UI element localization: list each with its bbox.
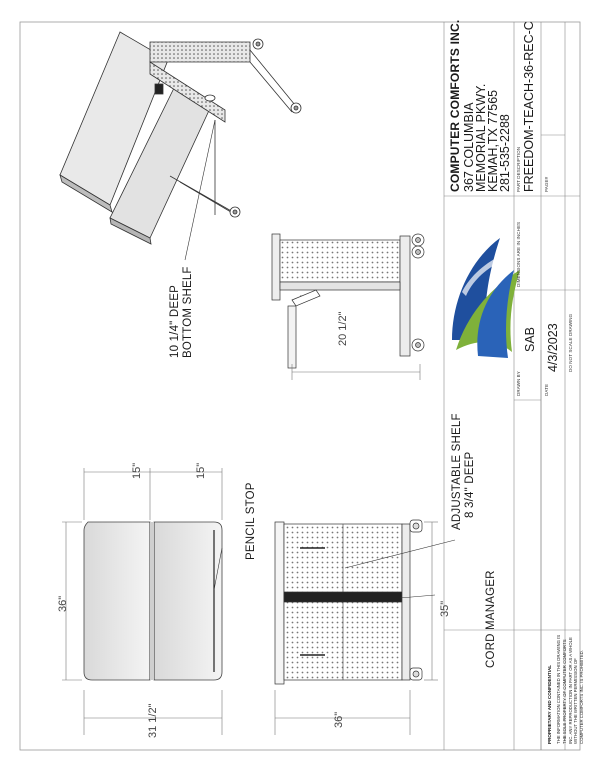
drawn-by-value: SAB bbox=[523, 326, 537, 352]
isometric-view bbox=[60, 32, 301, 244]
top-view bbox=[84, 522, 222, 680]
proprietary-text: THE INFORMATION CONTAINED IN THIS DRAWING IS THE SOLE PROPERTY OF COMPUTER COMFORTS INC. ANY REPRODUCTION IN PART OR AS A WHOLE WITHOUT THE WRITTEN PERMISSION OF COMPUTER COMFORTS INC. IS PROHIBITED. bbox=[556, 634, 585, 744]
date-label: DATE bbox=[544, 383, 549, 396]
date-value: 4/3/2023 bbox=[546, 323, 560, 372]
label-adjustable-shelf-2: 8 3/4" DEEP bbox=[464, 451, 476, 518]
label-adjustable-shelf-1: ADJUSTABLE SHELF bbox=[451, 413, 463, 530]
address-line-3: KEMAH,TX 77565 bbox=[486, 89, 500, 192]
cci-logo-icon bbox=[452, 238, 520, 358]
part-description-label: PART DESCRIPTION bbox=[516, 146, 521, 192]
dim-front-width: 36" bbox=[333, 711, 345, 728]
dim-shelf-span: 20 1/2" bbox=[337, 311, 349, 346]
dim-top-width: 36" bbox=[57, 595, 69, 612]
page-label: PAGE# bbox=[544, 176, 549, 192]
do-not-scale: DO NOT SCALE DRAWING bbox=[568, 313, 573, 372]
label-cord-manager: CORD MANAGER bbox=[485, 570, 497, 668]
label-bottom-shelf-1: 10 1/4" DEEP bbox=[169, 285, 181, 358]
front-view bbox=[275, 520, 422, 684]
address-line-2: MEMORIAL PKWY. bbox=[474, 83, 488, 192]
side-view bbox=[272, 234, 424, 368]
dimensions-note: DIMENSIONS ARE IN INCHES bbox=[516, 221, 521, 287]
dim-depth-left: 15" bbox=[131, 462, 143, 479]
address-line-1: 367 COLUMBIA bbox=[462, 102, 476, 192]
dim-depth-right: 15" bbox=[195, 462, 207, 479]
drawn-by-label: DRAWN BY bbox=[516, 371, 521, 396]
phone: 281-535-2288 bbox=[498, 114, 512, 192]
part-number: FREEDOM-TEACH-36-REC-C bbox=[522, 21, 536, 192]
dim-overall-depth: 31 1/2" bbox=[147, 703, 159, 738]
proprietary-heading: PROPRIETARY AND CONFIDENTIAL bbox=[547, 664, 552, 744]
dim-height: 35" bbox=[439, 600, 451, 617]
label-pencil-stop: PENCIL STOP bbox=[245, 482, 257, 560]
label-bottom-shelf-2: BOTTOM SHELF bbox=[182, 266, 194, 358]
company-name: COMPUTER COMFORTS INC. bbox=[448, 19, 462, 192]
